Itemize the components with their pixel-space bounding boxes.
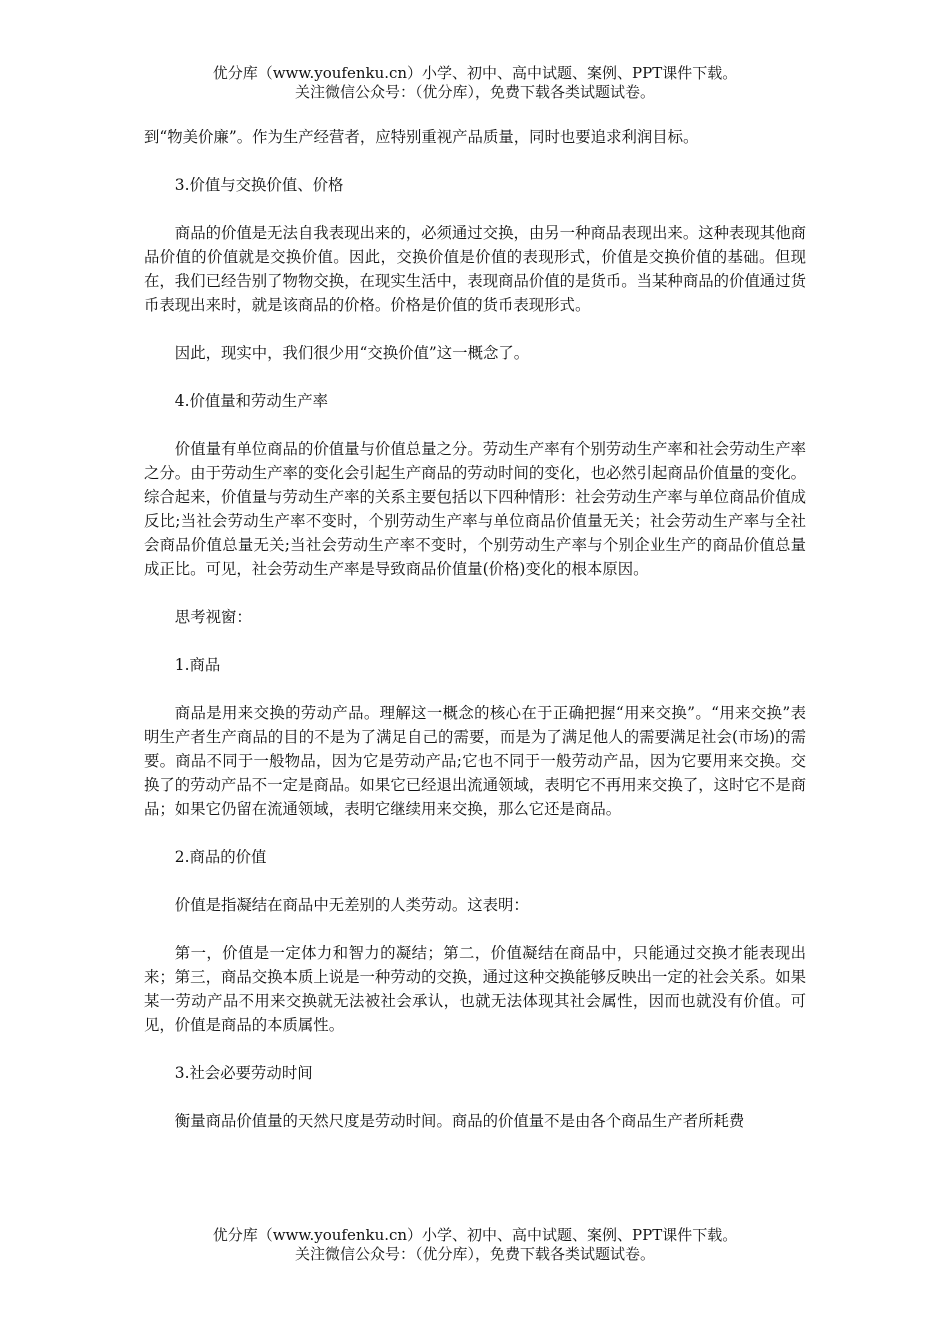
section-heading-value-exchange-price: 3.价值与交换价值、价格 bbox=[174, 176, 344, 194]
paragraph: 因此，现实中，我们很少用“交换价值”这一概念了。 bbox=[174, 344, 530, 362]
page-header bbox=[0, 64, 950, 102]
header-line-1: 优分库（www.youfenku.cn）小学、初中、高中试题、案例、PPT课件下载。 bbox=[212, 64, 738, 82]
paragraph: 第一，价值是一定体力和智力的凝结；第二，价值凝结在商品中，只能通过交换才能表现出来；第三，商品交换本质上说是一种劳动的交换，通过这种交换能够反映出一定的社会关系。如果某一劳动产品不用来交换就无法被社会承认，也就无法体现其社会属性，因而也就没有价值。可见，价值是商品的本质属性。 bbox=[144, 944, 806, 1034]
paragraph-continuation: 到“物美价廉”。作为生产经营者，应特别重视产品质量，同时也要追求利润目标。 bbox=[144, 128, 699, 146]
paragraph: 衡量商品价值量的天然尺度是劳动时间。商品的价值量不是由各个商品生产者所耗费 bbox=[174, 1112, 745, 1130]
header-line-2: 关注微信公众号：（优分库），免费下载各类试题试卷。 bbox=[294, 83, 655, 101]
footer-line-2: 关注微信公众号：（优分库），免费下载各类试题试卷。 bbox=[294, 1245, 655, 1263]
footer-line-1: 优分库（www.youfenku.cn）小学、初中、高中试题、案例、PPT课件下载。 bbox=[212, 1226, 738, 1244]
section-heading-value-productivity: 4.价值量和劳动生产率 bbox=[174, 392, 328, 410]
paragraph: 价值是指凝结在商品中无差别的人类劳动。这表明： bbox=[174, 896, 529, 914]
section-heading-commodity-value: 2.商品的价值 bbox=[174, 848, 267, 866]
section-heading-thinking-window: 思考视窗： bbox=[174, 608, 252, 626]
section-heading-commodity: 1.商品 bbox=[174, 656, 221, 674]
document-body bbox=[144, 125, 806, 1157]
paragraph: 价值量有单位商品的价值量与价值总量之分。劳动生产率有个别劳动生产率和社会劳动生产率之分。由于劳动生产率的变化会引起生产商品的劳动时间的变化，也必然引起商品价值量的变化。综合起来，价值量与劳动生产率的关系主要包括以下四种情形：社会劳动生产率与单位商品价值成反比;当社会劳动生产率不变时，个别劳动生产率与单位商品价值量无关；社会劳动生产率与全社会商品价值总量无关;当社会劳动生产率不变时，个别劳动生产率与个别企业生产的商品价值总量成正比。可见，社会劳动生产率是导致商品价值量(价格)变化的根本原因。 bbox=[144, 440, 806, 578]
paragraph: 商品是用来交换的劳动产品。理解这一概念的核心在于正确把握“用来交换”。“用来交换”表明生产者生产商品的目的不是为了满足自己的需要，而是为了满足他人的需要满足社会(市场)的需要。商品不同于一般物品，因为它是劳动产品;它也不同于一般劳动产品，因为它要用来交换。交换了的劳动产品不一定是商品。如果它已经退出流通领域，表明它不再用来交换了，这时它不是商品；如果它仍留在流通领域，表明它继续用来交换，那么它还是商品。 bbox=[144, 704, 806, 818]
page-footer bbox=[0, 1226, 950, 1264]
section-heading-labor-time: 3.社会必要劳动时间 bbox=[174, 1064, 313, 1082]
paragraph: 商品的价值是无法自我表现出来的，必须通过交换，由另一种商品表现出来。这种表现其他商品价值的价值就是交换价值。因此，交换价值是价值的表现形式，价值是交换价值的基础。但现在，我们已经告别了物物交换，在现实生活中，表现商品价值的是货币。当某种商品的价值通过货币表现出来时，就是该商品的价格。价格是价值的货币表现形式。 bbox=[144, 224, 806, 314]
